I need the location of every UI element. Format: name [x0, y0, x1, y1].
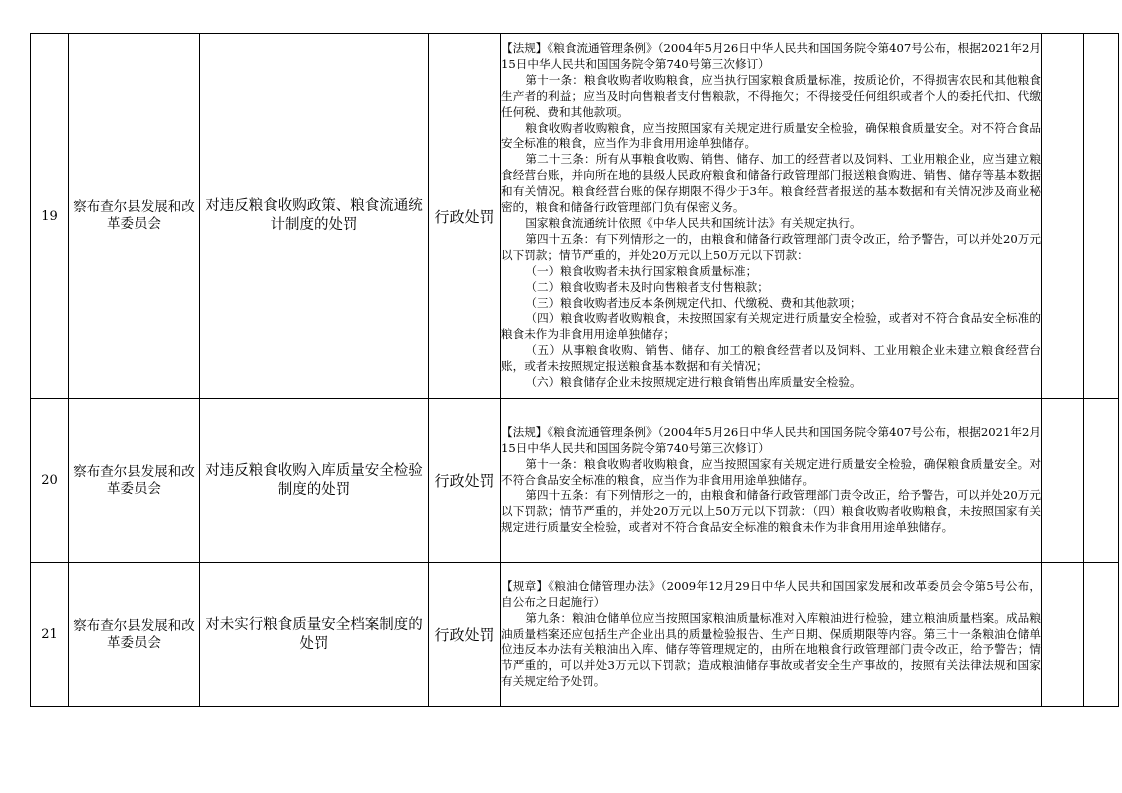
- basis-paragraph: 第四十五条：有下列情形之一的，由粮食和储备行政管理部门责令改正，给予警告，可以并处20万元以下罚款；情节严重的，并处20万元以上50万元以下罚款：（四）粮食收购者收购粮食，未按照国家有关规定进行质量安全检验，或者对不符合食品安全标准的粮食未作为非食用用途单独储存。: [501, 488, 1041, 535]
- item-type-cell: 行政处罚: [429, 34, 501, 399]
- basis-paragraph: 【规章】《粮油仓储管理办法》（2009年12月29日中华人民共和国国家发展和改革委员会令第5号公布，自公布之日起施行）: [501, 578, 1041, 609]
- basis-paragraph: （一）粮食收购者未执行国家粮食质量标准；: [525, 263, 758, 278]
- legal-basis-cell: [501, 399, 1042, 563]
- basis-paragraph: 【法规】《粮食流通管理条例》（2004年5月26日中华人民共和国国务院令第407号公布，根据2021年2月15日中华人民共和国国务院令第740号第三次修订）: [501, 41, 1041, 71]
- law-table: [30, 33, 1119, 707]
- basis-paragraph: （六）粮食储存企业未按照规定进行粮食销售出库质量安全检验。: [525, 375, 862, 390]
- table-row: [31, 34, 1119, 399]
- row-number: 19: [31, 34, 69, 399]
- item-name-cell: 对违反粮食收购政策、粮食流通统计制度的处罚: [200, 34, 429, 399]
- empty-cell: [1042, 563, 1084, 707]
- legal-basis-cell: [501, 563, 1042, 707]
- empty-cell: [1084, 399, 1119, 563]
- item-type-cell: 行政处罚: [429, 399, 501, 563]
- department-cell: 察布查尔县发展和改革委员会: [69, 563, 200, 707]
- row-number: 20: [31, 399, 69, 563]
- basis-paragraph: 粮食收购者收购粮食，应当按照国家有关规定进行质量安全检验，确保粮食质量安全。对不符合食品安全标准的粮食，应当作为非食用用途单独储存。: [501, 120, 1041, 151]
- basis-paragraph: （五）从事粮食收购、销售、储存、加工的粮食经营者以及饲料、工业用粮企业未建立粮食经营台账，或者未按照规定报送粮食基本数据和有关情况；: [501, 343, 1041, 374]
- empty-cell: [1084, 563, 1119, 707]
- basis-paragraph: （四）粮食收购者收购粮食，未按照国家有关规定进行质量安全检验，或者对不符合食品安全标准的粮食未作为非食用用途单独储存；: [501, 311, 1041, 342]
- empty-cell: [1084, 34, 1119, 399]
- row-number: 21: [31, 563, 69, 707]
- table-row: [31, 399, 1119, 563]
- department-cell: 察布查尔县发展和改革委员会: [69, 399, 200, 563]
- item-name-cell: 对未实行粮食质量安全档案制度的处罚: [200, 563, 429, 707]
- empty-cell: [1042, 34, 1084, 399]
- basis-paragraph: 第十一条：粮食收购者收购粮食，应当执行国家粮食质量标准，按质论价，不得损害农民和其他粮食生产者的利益；应当及时向售粮者支付售粮款，不得拖欠；不得接受任何组织或者个人的委托代扣、代缴任何税、费和其他款项。: [501, 72, 1041, 119]
- empty-cell: [1042, 399, 1084, 563]
- legal-basis-cell: [501, 34, 1042, 399]
- basis-paragraph: （二）粮食收购者未及时向售粮者支付售粮款；: [525, 279, 769, 294]
- basis-paragraph: 【法规】《粮食流通管理条例》（2004年5月26日中华人民共和国国务院令第407号公布，根据2021年2月15日中华人民共和国国务院令第740号第三次修订）: [501, 424, 1041, 455]
- basis-paragraph: （三）粮食收购者违反本条例规定代扣、代缴税、费和其他款项；: [525, 295, 862, 310]
- basis-paragraph: 第二十三条：所有从事粮食收购、销售、储存、加工的经营者以及饲料、工业用粮企业，应当建立粮食经营台账，并向所在地的县级人民政府粮食和储备行政管理部门报送粮食购进、销售、储存等基本数据和有关情况。粮食经营台账的保存期限不得少于3年。粮食经营者报送的基本数据和有关情况涉及商业秘密的，粮食和储备行政管理部门负有保密义务。: [501, 152, 1041, 215]
- item-type-cell: 行政处罚: [429, 563, 501, 707]
- table-row: [31, 563, 1119, 707]
- item-name-cell: 对违反粮食收购入库质量安全检验制度的处罚: [200, 399, 429, 563]
- department-cell: 察布查尔县发展和改革委员会: [69, 34, 200, 399]
- basis-paragraph: 第九条：粮油仓储单位应当按照国家粮油质量标准对入库粮油进行检验，建立粮油质量档案。成品粮油质量档案还应包括生产企业出具的质量检验报告、生产日期、保质期限等内容。第三十一条粮油仓储单位违反本办法有关粮油出入库、储存等管理规定的，由所在地粮食行政管理部门责令改正，给予警告；情节严重的，可以并处3万元以下罚款；造成粮油储存事故或者安全生产事故的，按照有关法律法规和国家有关规定给予处罚。: [501, 610, 1041, 689]
- basis-paragraph: 第十一条：粮食收购者收购粮食，应当按照国家有关规定进行质量安全检验，确保粮食质量安全。对不符合食品安全标准的粮食，应当作为非食用用途单独储存。: [501, 456, 1041, 487]
- basis-paragraph: 第四十五条：有下列情形之一的，由粮食和储备行政管理部门责令改正，给予警告，可以并处20万元以下罚款；情节严重的，并处20万元以上50万元以下罚款：: [501, 231, 1041, 262]
- basis-paragraph: 国家粮食流通统计依照《中华人民共和国统计法》有关规定执行。: [525, 216, 862, 230]
